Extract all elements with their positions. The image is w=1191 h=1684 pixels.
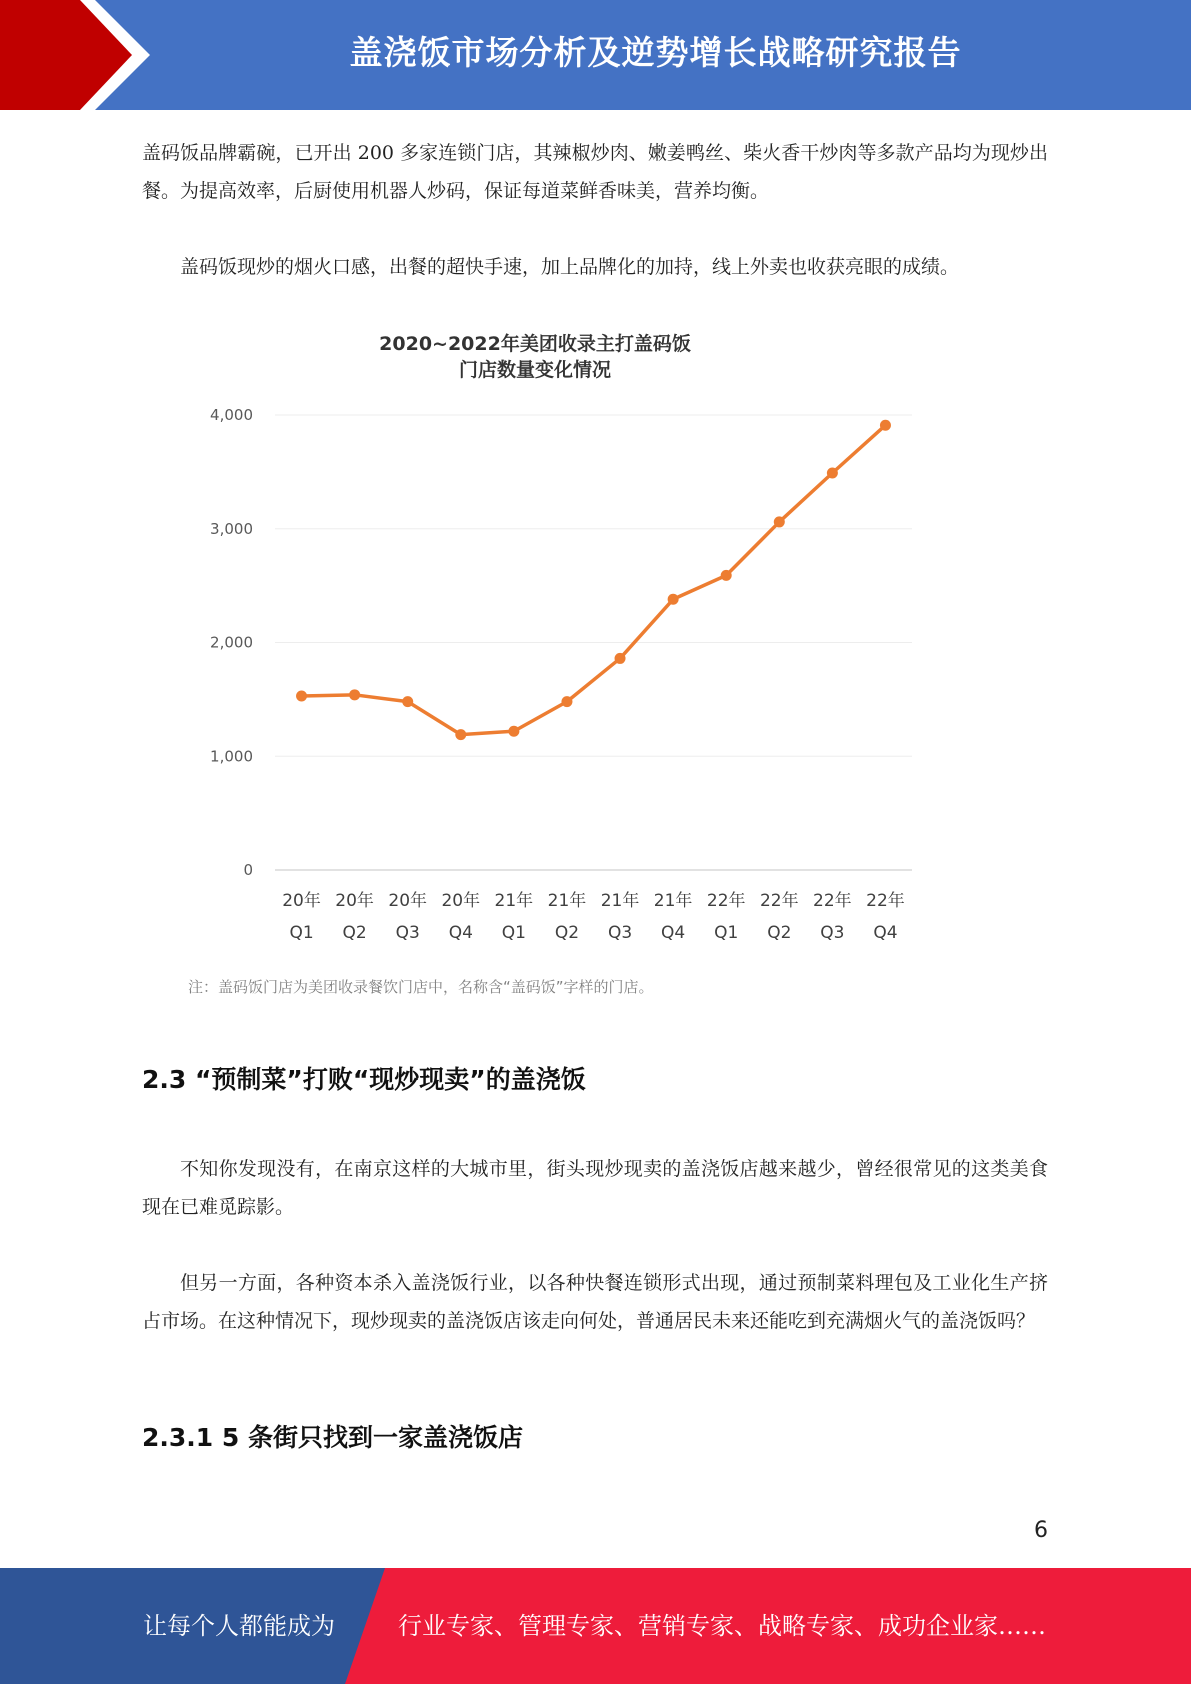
paragraph-3: 不知你发现没有，在南京这样的大城市里，街头现炒现卖的盖浇饭店越来越少，曾经很常见的这类美食现在已难觅踪影。 [142, 1158, 1048, 1218]
data-point [721, 570, 732, 581]
data-point [615, 653, 626, 664]
section-heading-2-3: 2.3 “预制菜”打败“现炒现卖”的盖浇饭 [142, 1065, 586, 1094]
x-tick-label: 22年 [866, 891, 905, 911]
paragraph-4: 但另一方面，各种资本杀入盖浇饭行业，以各种快餐连锁形式出现，通过预制菜料理包及工业化生产挤占市场。在这种情况下，现炒现卖的盖浇饭店该走向何处，普通居民未来还能吃到充满烟火气的盖浇饭吗？ [142, 1272, 1048, 1332]
section-heading-2-3-1: 2.3.1 5 条街只找到一家盖浇饭店 [142, 1423, 523, 1452]
paragraph-1: 盖码饭品牌霸碗，已开出 200 多家连锁门店，其辣椒炒肉、嫩姜鸭丝、柴火香干炒肉等多款产品均为现炒出餐。为提高效率，后厨使用机器人炒码，保证每道菜鲜香味美，营养均衡。 [142, 142, 1048, 202]
x-tick-label: Q4 [661, 923, 686, 943]
x-tick-label: Q4 [873, 923, 898, 943]
y-tick-label: 1,000 [210, 747, 253, 766]
x-tick-label: 22年 [813, 891, 852, 911]
series-line [302, 425, 886, 734]
x-tick-label: 20年 [388, 891, 428, 911]
x-tick-label: 21年 [547, 891, 587, 911]
x-tick-label: Q2 [342, 923, 367, 943]
chart-x-axis [282, 890, 905, 943]
x-tick-label: Q3 [820, 923, 845, 943]
data-point [455, 729, 466, 740]
page-number: 6 [1034, 1518, 1048, 1543]
x-tick-label: Q1 [289, 923, 314, 943]
x-tick-label: 20年 [441, 891, 481, 911]
chart-note: 注：盖码饭门店为美团收录餐饮门店中，名称含“盖码饭”字样的门店。 [188, 978, 654, 996]
chart-gridlines [275, 415, 912, 870]
x-tick-label: 21年 [653, 891, 693, 911]
x-tick-label: Q1 [501, 923, 526, 943]
chart-title-line-2: 门店数量变化情况 [458, 359, 612, 381]
footer-slogan-left: 让每个人都能成为 [143, 1612, 335, 1640]
store-count-line-chart [180, 325, 940, 1005]
x-tick-label: 21年 [600, 891, 640, 911]
y-tick-label: 2,000 [210, 633, 253, 652]
x-tick-label: 21年 [494, 891, 534, 911]
data-point [561, 696, 572, 707]
x-tick-label: Q2 [554, 923, 580, 943]
chart-title-line-1: 2020~2022年美团收录主打盖码饭 [379, 333, 691, 355]
chart-points [296, 420, 891, 740]
data-point [774, 516, 785, 527]
x-tick-label: Q3 [607, 923, 633, 943]
chart-y-axis [210, 406, 253, 879]
data-point [668, 594, 679, 605]
x-tick-label: 20年 [282, 891, 321, 911]
x-tick-label: Q1 [714, 923, 739, 943]
x-tick-label: 20年 [335, 891, 374, 911]
page-header [0, 0, 1191, 110]
data-point [880, 420, 891, 431]
x-tick-label: 22年 [706, 891, 746, 911]
y-tick-label: 4,000 [210, 406, 253, 424]
x-tick-label: Q4 [448, 923, 473, 943]
y-tick-label: 3,000 [210, 519, 253, 538]
x-tick-label: 22年 [759, 891, 799, 911]
y-tick-label: 0 [243, 861, 253, 879]
x-tick-label: Q3 [395, 923, 420, 943]
x-tick-label: Q2 [767, 923, 792, 943]
footer-slogan-right: 行业专家、管理专家、营销专家、战略专家、成功企业家…… [398, 1612, 1046, 1640]
data-point [349, 689, 360, 700]
paragraph-2: 盖码饭现炒的烟火口感，出餐的超快手速，加上品牌化的加持，线上外卖也收获亮眼的成绩。 [180, 256, 960, 278]
report-title: 盖浇饭市场分析及逆势增长战略研究报告 [349, 33, 962, 72]
data-point [296, 690, 307, 701]
data-point [508, 726, 519, 737]
data-point [402, 696, 413, 707]
data-point [827, 468, 838, 479]
